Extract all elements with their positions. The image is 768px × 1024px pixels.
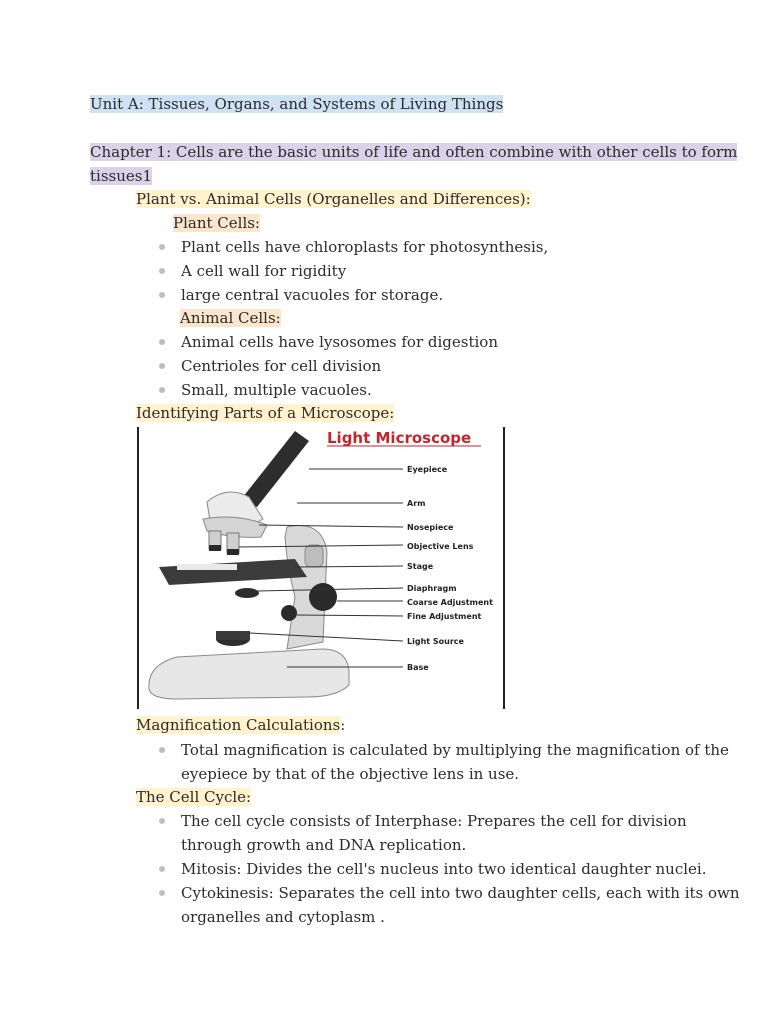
list-item: Cytokinesis: Separates the cell into two daughter cells, each with its own bbox=[181, 884, 740, 902]
section-heading-microscope bbox=[136, 402, 394, 424]
list-item: Centrioles for cell division bbox=[181, 357, 382, 375]
label-diaphragm: Diaphragm bbox=[407, 584, 457, 593]
bullet-icon bbox=[159, 866, 165, 872]
section-heading-plant-vs-animal bbox=[136, 188, 531, 210]
list-item: The cell cycle consists of Interphase: Prepares the cell for division bbox=[181, 812, 687, 830]
chapter-heading-line-2 bbox=[90, 165, 152, 187]
list-item-continuation: through growth and DNA replication. bbox=[181, 836, 467, 854]
subheading-animal-cells bbox=[180, 307, 281, 329]
list-item-continuation: organelles and cytoplasm . bbox=[181, 908, 385, 926]
plant-vs-animal-heading: Plant vs. Animal Cells (Organelles and Differences): bbox=[136, 190, 531, 208]
bullet-icon bbox=[159, 747, 165, 753]
plant-cells-heading: Plant Cells: bbox=[173, 214, 260, 232]
section-heading-magnification bbox=[136, 714, 345, 736]
label-objective-lens: Objective Lens bbox=[407, 542, 474, 551]
chapter-heading-text-2: tissues1 bbox=[90, 167, 152, 185]
list-item: Animal cells have lysosomes for digestion bbox=[181, 333, 498, 351]
chapter-heading-line-1 bbox=[90, 141, 737, 163]
list-item: Plant cells have chloroplasts for photosynthesis, bbox=[181, 238, 549, 256]
list-item: large central vacuoles for storage. bbox=[181, 286, 444, 304]
unit-heading bbox=[90, 93, 503, 115]
list-item: Small, multiple vacuoles. bbox=[181, 381, 372, 399]
label-stage: Stage bbox=[407, 562, 434, 571]
bullet-icon bbox=[159, 890, 165, 896]
animal-cells-heading: Animal Cells: bbox=[180, 309, 281, 327]
microscope-illustration bbox=[137, 427, 507, 709]
bullet-icon bbox=[159, 387, 165, 393]
label-arm: Arm bbox=[407, 499, 426, 508]
bullet-icon bbox=[159, 339, 165, 345]
list-item-continuation: eyepiece by that of the objective lens in use. bbox=[181, 765, 520, 783]
figure-title: Light Microscope bbox=[327, 429, 472, 447]
label-fine-adjustment: Fine Adjustment bbox=[407, 612, 482, 621]
bullet-icon bbox=[159, 268, 165, 274]
microscope-diagram bbox=[137, 427, 507, 709]
unit-heading-text: Unit A: Tissues, Organs, and Systems of Living Things bbox=[90, 95, 504, 113]
subheading-plant-cells bbox=[173, 212, 260, 234]
bullet-icon bbox=[159, 292, 165, 298]
list-item: A cell wall for rigidity bbox=[181, 262, 347, 280]
label-coarse-adjustment: Coarse Adjustment bbox=[407, 598, 493, 607]
chapter-heading-text-1: Chapter 1: Cells are the basic units of life and often combine with other cells to form bbox=[90, 143, 738, 161]
magnification-heading: Magnification Calculations bbox=[136, 716, 341, 734]
bullet-icon bbox=[159, 818, 165, 824]
list-item: Total magnification is calculated by multiplying the magnification of the bbox=[181, 741, 729, 759]
microscope-heading: Identifying Parts of a Microscope: bbox=[136, 404, 395, 422]
cell-cycle-heading: The Cell Cycle: bbox=[136, 788, 252, 806]
label-nosepiece: Nosepiece bbox=[407, 523, 454, 532]
section-heading-cell-cycle bbox=[136, 786, 251, 808]
list-item: Mitosis: Divides the cell's nucleus into two identical daughter nuclei. bbox=[181, 860, 707, 878]
bullet-icon bbox=[159, 244, 165, 250]
label-eyepiece: Eyepiece bbox=[407, 465, 448, 474]
bullet-icon bbox=[159, 363, 165, 369]
label-light-source: Light Source bbox=[407, 637, 464, 646]
magnification-heading-colon: : bbox=[340, 716, 346, 734]
label-base: Base bbox=[407, 663, 429, 672]
